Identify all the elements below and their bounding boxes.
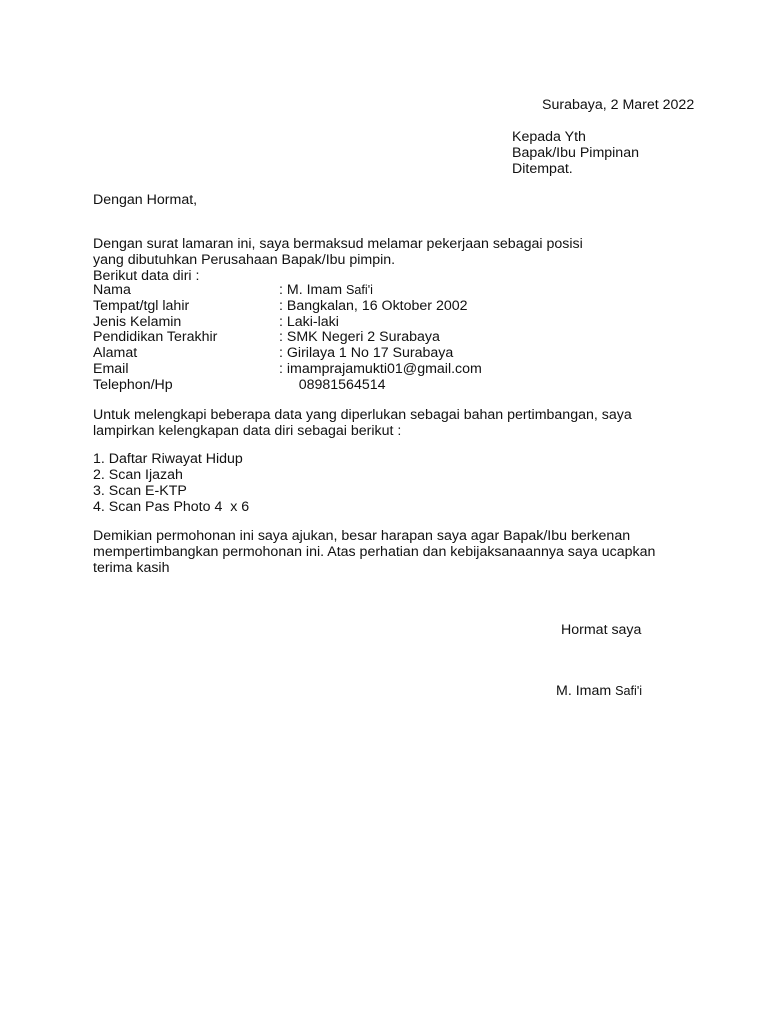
recipient-line: Kepada Yth xyxy=(512,129,586,145)
recipient-line: Ditempat. xyxy=(512,161,573,177)
data-value-name: Safi'i xyxy=(346,283,373,297)
data-value: : Bangkalan, 16 Oktober 2002 xyxy=(279,297,468,314)
data-label: Tempat/tgl lahir xyxy=(93,297,190,314)
attachment-item: 4. Scan Pas Photo 4 x 6 xyxy=(93,499,250,515)
data-row-birth xyxy=(93,299,653,315)
data-value: 08981564514 xyxy=(279,376,386,393)
data-label: Alamat xyxy=(93,345,138,362)
attachment-item: 2. Scan Ijazah xyxy=(93,467,183,483)
data-label: Nama xyxy=(93,282,131,298)
signature-name xyxy=(556,683,642,699)
data-row-name xyxy=(93,283,653,299)
attachment-item: 1. Daftar Riwayat Hidup xyxy=(93,451,243,467)
letter-date: Surabaya, 2 Maret 2022 xyxy=(542,97,695,113)
intro-line: Dengan surat lamaran ini, saya bermaksud melamar pekerjaan sebagai posisi xyxy=(93,236,583,252)
signature-prefix: M. Imam xyxy=(556,683,616,699)
data-label: Jenis Kelamin xyxy=(93,313,182,330)
signature-surname: Safi'i xyxy=(615,684,643,698)
intro-line: yang dibutuhkan Perusahaan Bapak/Ibu pimpin. xyxy=(93,252,396,268)
attachment-item: 3. Scan E-KTP xyxy=(93,483,187,499)
data-label: Email xyxy=(93,360,129,377)
attachment-intro-paragraph xyxy=(93,407,632,439)
data-value: : SMK Negeri 2 Surabaya xyxy=(279,329,440,346)
data-row-phone xyxy=(93,378,653,394)
data-label: Telephon/Hp xyxy=(93,376,173,393)
data-value: : Girilaya 1 No 17 Surabaya xyxy=(279,345,454,362)
data-row-education xyxy=(93,330,653,346)
attachment-list xyxy=(93,451,249,515)
recipient-line: Bapak/Ibu Pimpinan xyxy=(512,145,639,161)
regards: Hormat saya xyxy=(561,622,642,638)
data-value: : Laki-laki xyxy=(279,313,339,330)
personal-data-table xyxy=(93,283,653,394)
recipient-block xyxy=(512,129,639,177)
data-label: Pendidikan Terakhir xyxy=(93,329,218,346)
data-row-address xyxy=(93,346,653,362)
data-row-gender xyxy=(93,315,653,331)
data-value xyxy=(279,283,373,299)
closing-line: mempertimbangkan permohonan ini. Atas perhatian dan kebijaksanaannya saya ucapkan xyxy=(93,544,656,560)
data-value-prefix: : M. Imam xyxy=(279,282,346,298)
closing-line: terima kasih xyxy=(93,560,170,576)
closing-paragraph xyxy=(93,528,655,576)
attachment-intro-line: Untuk melengkapi beberapa data yang diperlukan sebagai bahan pertimbangan, saya xyxy=(93,407,632,423)
salutation: Dengan Hormat, xyxy=(93,192,198,208)
intro-paragraph xyxy=(93,236,583,284)
intro-line: Berikut data diri : xyxy=(93,268,200,284)
data-row-email xyxy=(93,362,653,378)
closing-line: Demikian permohonan ini saya ajukan, besar harapan saya agar Bapak/Ibu berkenan xyxy=(93,528,631,544)
attachment-intro-line: lampirkan kelengkapan data diri sebagai berikut : xyxy=(93,423,402,439)
data-value: : imamprajamukti01@gmail.com xyxy=(279,360,482,377)
